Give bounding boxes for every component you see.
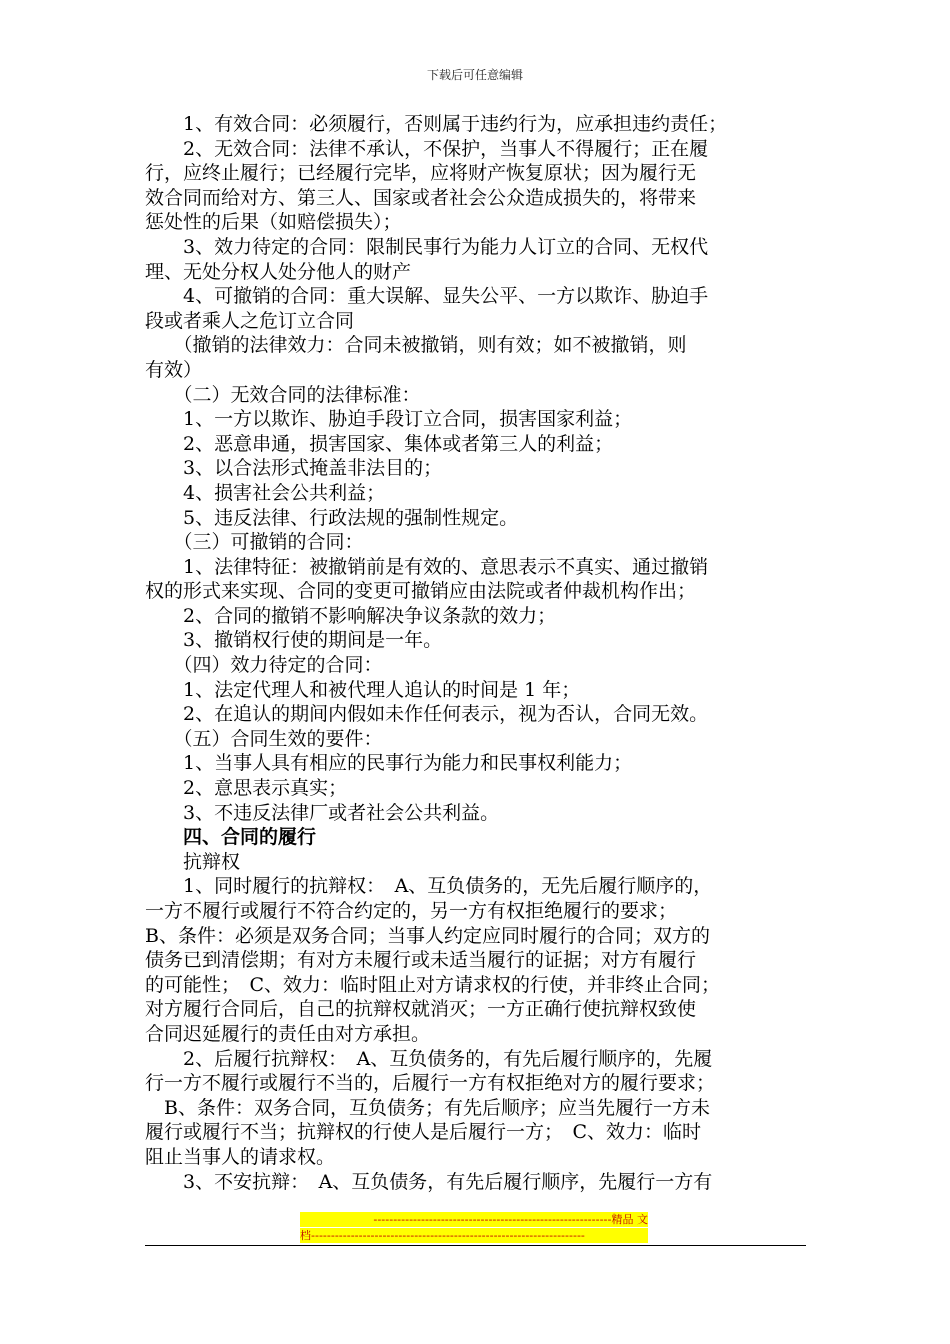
- text-line: B、条件：双务合同，互负债务；有先后顺序；应当先履行一方未: [145, 1096, 710, 1119]
- text-line: 对方履行合同后，自己的抗辩权就消灭；一方正确行使抗辩权致使: [145, 998, 697, 1021]
- text-line: 的可能性； C、效力：临时阻止对方请求权的行使，并非终止合同；: [145, 973, 721, 996]
- text-line: 1、一方以欺诈、胁迫手段订立合同，损害国家利益；: [145, 408, 633, 431]
- text-line: （撤销的法律效力：合同未被撤销，则有效；如不被撤销，则: [145, 334, 687, 357]
- text-line: 1、同时履行的抗辩权： A、互负债务的，无先后履行顺序的，: [145, 875, 713, 898]
- text-line: 行一方不履行或履行不当的，后履行一方有权拒绝对方的履行要求；: [145, 1072, 716, 1095]
- text-line: 2、意思表示真实；: [145, 777, 348, 800]
- text-line: 3、撤销权行使的期间是一年。: [145, 629, 443, 652]
- text-line: 惩处性的后果（如赔偿损失）；: [145, 211, 402, 234]
- text-line: 2、后履行抗辩权： A、互负债务的，有先后履行顺序的，先履: [145, 1047, 713, 1070]
- text-line: 4、损害社会公共利益；: [145, 481, 386, 504]
- text-line: 2、合同的撤销不影响解决争议条款的效力；: [145, 604, 557, 627]
- text-line: 履行或履行不当；抗辩权的行使人是后履行一方； C、效力：临时: [145, 1121, 702, 1144]
- footer-highlight-line-1: ------------------------------------------------------------精品 文: [300, 1212, 648, 1227]
- text-line: （二）无效合同的法律标准：: [145, 383, 421, 406]
- text-line: 3、效力待定的合同：限制民事行为能力人订立的合同、无权代: [145, 235, 709, 258]
- text-line: （四）效力待定的合同：: [145, 654, 383, 677]
- text-line: 行，应终止履行；已经履行完毕，应将财产恢复原状；因为履行无: [145, 162, 697, 185]
- document-body: [145, 112, 810, 1194]
- text-line: 3、以合法形式掩盖非法目的；: [145, 457, 443, 480]
- footer-rule: [145, 1245, 806, 1246]
- text-line: 3、不安抗辩： A、互负债务，有先后履行顺序，先履行一方有: [145, 1170, 713, 1193]
- text-line: 权的形式来实现、合同的变更可撤销应由法院或者仲裁机构作出；: [145, 580, 697, 603]
- text-line: （五）合同生效的要件：: [145, 727, 383, 750]
- text-line: 1、法律特征：被撤销前是有效的、意思表示不真实、通过撤销: [145, 555, 709, 578]
- text-line: 阻止当事人的请求权。: [145, 1145, 336, 1168]
- text-line: 一方不履行或履行不符合约定的，另一方有权拒绝履行的要求；: [145, 900, 678, 922]
- text-line: 有效）: [145, 358, 203, 381]
- text-line: 理、无处分权人处分他人的财产: [145, 260, 412, 283]
- text-line: （三）可撤销的合同：: [145, 531, 364, 554]
- footer-highlight-line-2: 档---------------------------------------------------------------------: [300, 1228, 648, 1243]
- text-line: 1、法定代理人和被代理人追认的时间是 1 年；: [145, 678, 581, 701]
- text-line: B、条件：必须是双务合同；当事人约定应同时履行的合同；双方的: [145, 924, 710, 947]
- text-line: 1、有效合同：必须履行，否则属于违约行为，应承担违约责任；: [145, 113, 728, 135]
- text-line: 抗辩权: [145, 850, 241, 873]
- text-line: 效合同而给对方、第三人、国家或者社会公众造成损失的，将带来: [145, 186, 697, 209]
- section-heading: 四、合同的履行: [145, 826, 317, 849]
- text-line: 5、违反法律、行政法规的强制性规定。: [145, 506, 519, 529]
- text-line: 3、不违反法律厂或者社会公共利益。: [145, 801, 500, 824]
- text-line: 债务已到清偿期；有对方未履行或未适当履行的证据；对方有履行: [145, 949, 697, 972]
- text-line: 2、无效合同：法律不承认，不保护，当事人不得履行；正在履: [145, 137, 709, 160]
- text-line: 2、恶意串通，损害国家、集体或者第三人的利益；: [145, 432, 614, 455]
- text-line: 段或者乘人之危订立合同: [145, 309, 355, 332]
- text-line: 1、当事人具有相应的民事行为能力和民事权利能力；: [145, 752, 633, 775]
- page-header: 下载后可任意编辑: [426, 68, 523, 82]
- text-line: 4、可撤销的合同：重大误解、显失公平、一方以欺诈、胁迫手: [145, 285, 709, 308]
- text-line: 合同迟延履行的责任由对方承担。: [145, 1022, 431, 1045]
- text-line: 2、在追认的期间内假如未作任何表示，视为否认，合同无效。: [145, 703, 709, 726]
